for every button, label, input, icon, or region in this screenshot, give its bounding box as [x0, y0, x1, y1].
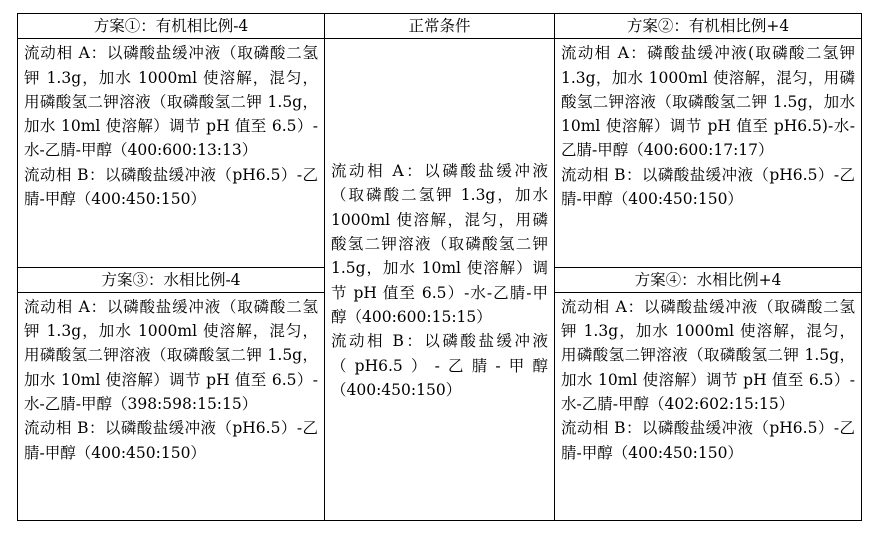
plan2-mobile-a: 流动相 A：磷酸盐缓冲液(取磷酸二氢钾 1.3g，加水 1000ml 使溶解，混匀，用磷酸氢二钾溶液（取磷酸氢二钾 1.5g，加水 10ml 使溶解）调节 pH 值至 pH6.5)-水-乙腈-甲醇（400:600:17:17）: [561, 44, 855, 160]
cell-plan2: [555, 39, 862, 267]
plan1-mobile-a: 流动相 A：以磷酸盐缓冲液（取磷酸二氢钾 1.3g，加水 1000ml 使溶解，混匀，用磷酸氢二钾溶液（取磷酸氢二钾 1.5g，加水 10ml 使溶解）调节 pH 值至 6.5）-水-乙腈-甲醇（400:600:13:13）: [24, 44, 318, 160]
header-row-top: [18, 14, 862, 39]
header-plan1: 方案①：有机相比例-4: [18, 14, 325, 39]
plan4-mobile-b: 流动相 B：以磷酸盐缓冲液（pH6.5）-乙腈-甲醇（400:450:150）: [561, 419, 855, 462]
normal-mobile-b: 流动相 B：以磷酸盐缓冲液（pH6.5）-乙腈-甲醇（400:450:150）: [331, 332, 548, 399]
plan3-mobile-b: 流动相 B：以磷酸盐缓冲液（pH6.5）-乙腈-甲醇（400:450:150）: [24, 419, 318, 462]
normal-mobile-a: 流动相 A：以磷酸盐缓冲液（取磷酸二氢钾 1.3g，加水 1000ml 使溶解，混匀，用磷酸氢二钾溶液（取磷酸氢二钾 1.5g，加水 10ml 使溶解）调节 pH 值至 6.5）-水-乙腈-甲醇（400:600:15:15）: [331, 162, 548, 326]
plan2-mobile-b: 流动相 B：以磷酸盐缓冲液（pH6.5）-乙腈-甲醇（400:450:150）: [561, 165, 855, 209]
plan4-mobile-a: 流动相 A：以磷酸盐缓冲液（取磷酸二氢钾 1.3g，加水 1000ml 使溶解，混匀，用磷酸氢二钾溶液（取磷酸氢二钾 1.5g，加水 10ml 使溶解）调节 pH 值至 6.5）-水-乙腈-甲醇（402:602:15:15）: [561, 297, 855, 413]
cell-plan1: [18, 39, 325, 267]
header-plan2: 方案②：有机相比例+4: [555, 14, 862, 39]
content-row-top: [18, 39, 862, 267]
cell-plan3: [18, 292, 325, 520]
plan1-mobile-b: 流动相 B：以磷酸盐缓冲液（pH6.5）-乙腈-甲醇（400:450:150）: [24, 165, 318, 209]
header-plan4: 方案④：水相比例+4: [555, 267, 862, 292]
cell-plan4: [555, 292, 862, 520]
cell-normal: [325, 39, 555, 521]
header-plan3: 方案③：水相比例-4: [18, 267, 325, 292]
header-normal: 正常条件: [325, 14, 555, 39]
mobile-phase-table: [17, 13, 862, 521]
plan3-mobile-a: 流动相 A：以磷酸盐缓冲液（取磷酸二氢钾 1.3g，加水 1000ml 使溶解，混匀，用磷酸氢二钾溶液（取磷酸氢二钾 1.5g，加水 10ml 使溶解）调节 pH 值至 6.5）-水-乙腈-甲醇（398:598:15:15）: [24, 297, 318, 413]
